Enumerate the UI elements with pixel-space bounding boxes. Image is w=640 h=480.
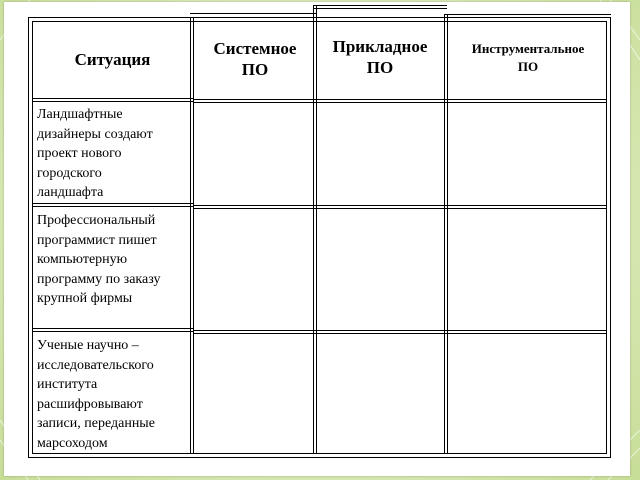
answer-cell-r2-applied	[318, 210, 443, 329]
row-3-line-4: расшифровывают	[37, 396, 143, 412]
header-tools-software	[448, 40, 608, 75]
answer-cell-r3-tools	[449, 335, 606, 453]
header-applied-line1: Прикладное	[332, 37, 428, 56]
row-3-line-5: записи, переданные	[37, 416, 155, 431]
answer-cell-r3-system	[195, 335, 312, 453]
row-3-line-1: Ученые научно –	[37, 338, 139, 353]
row-1-line-1: Ландшафтные	[37, 107, 123, 122]
header-system-line2: ПО	[241, 60, 269, 80]
answer-cell-r1-applied	[318, 104, 443, 204]
answer-cell-r2-tools	[449, 210, 606, 329]
row-2-line-4: программу по заказу	[37, 271, 161, 287]
row-2-line-3: компьютерную	[37, 252, 128, 267]
table-row-3-situation	[37, 336, 192, 453]
answer-cell-r1-system	[195, 104, 312, 204]
row-3-line-2: исследовательского	[37, 357, 154, 373]
row-2-line-5: крупной фирмы	[37, 291, 133, 306]
row-1-line-5: ландшафта	[37, 185, 104, 200]
row-3-line-6: марсоходом	[37, 435, 108, 451]
table-row-2-situation	[37, 211, 192, 309]
header-system-line1: Системное	[213, 39, 297, 58]
row-3-line-3: института	[37, 377, 98, 392]
header-applied-software	[316, 36, 444, 79]
answer-cell-r1-tools	[449, 104, 606, 204]
row-1-line-4: городского	[37, 165, 102, 181]
row-1-line-2: дизайнеры создают	[37, 126, 153, 142]
header-tools-line2: ПО	[517, 58, 539, 74]
row-1-line-3: проект нового	[37, 146, 122, 161]
table-row-1-situation	[37, 105, 189, 203]
header-system-software	[196, 38, 314, 81]
answer-cell-r2-system	[195, 210, 312, 329]
answer-cell-r3-applied	[318, 335, 443, 453]
row-2-line-2: программист пишет	[37, 232, 157, 248]
row-2-line-1: Профессиональный	[37, 213, 156, 228]
header-applied-line2: ПО	[366, 58, 394, 78]
header-situation: Ситуация	[74, 50, 151, 69]
header-tools-line1: Инструментальное	[471, 41, 585, 56]
